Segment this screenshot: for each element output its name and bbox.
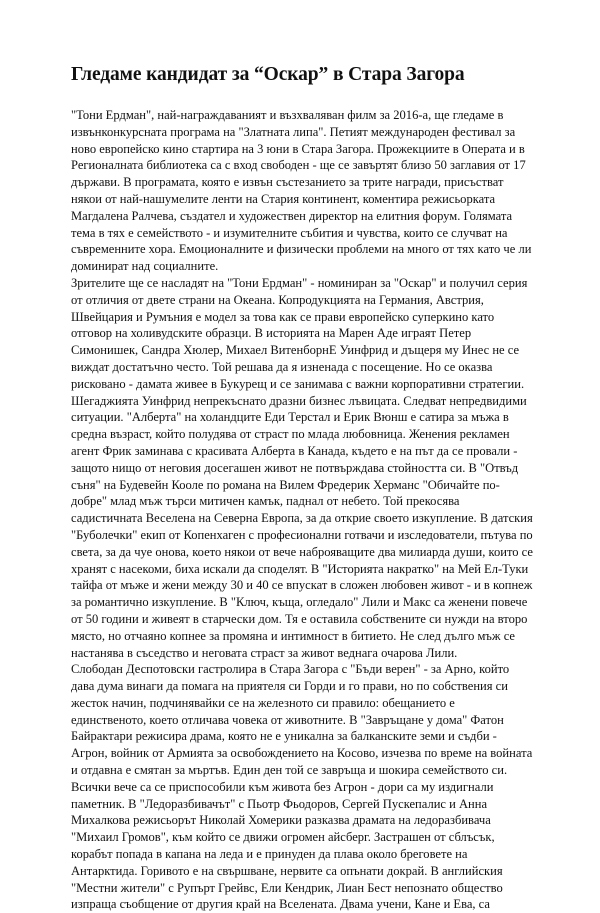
article-paragraph: Зрителите ще се насладят на "Тони Ердман" - номиниран за "Оскар" и получил серия от отличия от двете страни на Океана. Копродукцията на Германия, Австрия, Швейцария и Румъния е модел за това как се прави европейско суперкино като отговор на холивудските образци. В историята на Марен Аде играят Петер Симонишек, Сандра Хюлер, Михаел ВитенборнЕ Уинфрид и дъщеря му Инес не се виждат достатъчно често. Той решава да я изненада с посещение. Но се оказва рисковано - дамата живее в Букурещ и се занимава с важни корпоративни стратегии. Шегаджията Уинфрид непрекъснато дразни бизнес лъвицата. Следват непредвидими ситуации. "Алберта" на холандците Еди Терстал и Ерик Вюнш е сатира за мъжа в средна възраст, който полудява от страст по млада любовница. Женения рекламен агент Фрик заминава с красивата Алберта в Канада, където е на път да се провали - защото нищо от неговия досегашен живот не потвърждава стойността си. В "Отвъд съня" на Будевейн Кооле по романа на Вилем Фредерик Херманс "Обичайте по-добре" млад мъж търси митичен камък, паднал от небето. Той прекосява садистичната Веселена на Северна Европа, за да открие своето изкупление. В датския "Буболечки" екип от Копенхаген с професионални готвачи и изследователи, пътува по света, за да чуе онова, което някои от вече наброяващите два милиарда души, които се хранят с насекоми, биха искали да споделят. В "Историята накратко" на Мей Ел-Туки тайфа от мъже и жени между 30 и 40 се впускат в сложен любовен живот - и в копнеж за романтично изкупление. В "Ключ, къща, огледало" Лили и Макс са женени повече от 50 години и живеят в старчески дом. Тя е оставила собствените си нужди на второ място, но отчаяно копнее за промяна и интимност в битието. Не след дълго мъж се настанява в съседство и неговата страст за живот веднага очарова Лили.: [71, 275, 533, 660]
article-title: Гледаме кандидат за “Оскар” в Стара Загора: [71, 64, 465, 85]
article-paragraph: "Тони Ердман", най-награждаваният и възхваляван филм за 2016-а, ще гледаме в извънконкурсната програма на "Златната липа". Петият международен фестивал за ново европейско кино стартира на 3 юни в Стара Загора. Прожекциите в Операта и в Регионалната библиотека са с вход свободен - ще се завъртят близо 50 заглавия от 17 държави. В програмата, която е извън състезанието за трите награди, присъстват някои от най-нашумелите ленти на Стария континент, коментира режисьорката Магдалена Ралчева, създател и художествен директор на елитния форум. Голямата тема в тях е семейството - и изумителните събития и чувства, които се случват на съвременните хора. Емоционалните и физически проблеми на много от тях като че ли доминират над социалните.: [71, 108, 532, 274]
article-paragraph: Слободан Деспотовски гастролира в Стара Загора с "Бъди верен" - за Арно, който дава дума винаги да помага на приятеля си Горди и го прави, но по собствения си жесток начин, подчинявайки се на железното си правило: обещанието е единственото, което отличава човека от животните. В "Завръщане у дома" Фатон Байрактари режисира драма, която не е уникална за балканските земи и съдби - Агрон, войник от Армията за освобождението на Косово, изчезва по време на войната и отдавна е смятан за мъртъв. Един ден той се завръща и шокира семейството си. Всички вече са се приспособили към живота без Агрон - дори са му издигнали паметник. В "Ледоразбивачът" с Пьотр Фьодоров, Сергей Пускепалис и Анна Михалкова режисьорът Николай Хомерики разказва драмата на ледоразбивача "Михаил Громов", към който се движи огромен айсберг. Застрашен от сблъсък, корабът попада в капана на леда и е принуден да плава около бреговете на Антарктида. Горивото е на свършване, нервите са опънати докрай. В английския "Местни жители" с Рупърт Грейвс, Ели Кендрик, Лиан Бест непознато общество изпраща съобщение от другия край на Вселената. Двама учени, Кане и Ева, са: [71, 662, 533, 912]
document-page: [71, 0, 533, 912]
article-body: [71, 107, 533, 913]
